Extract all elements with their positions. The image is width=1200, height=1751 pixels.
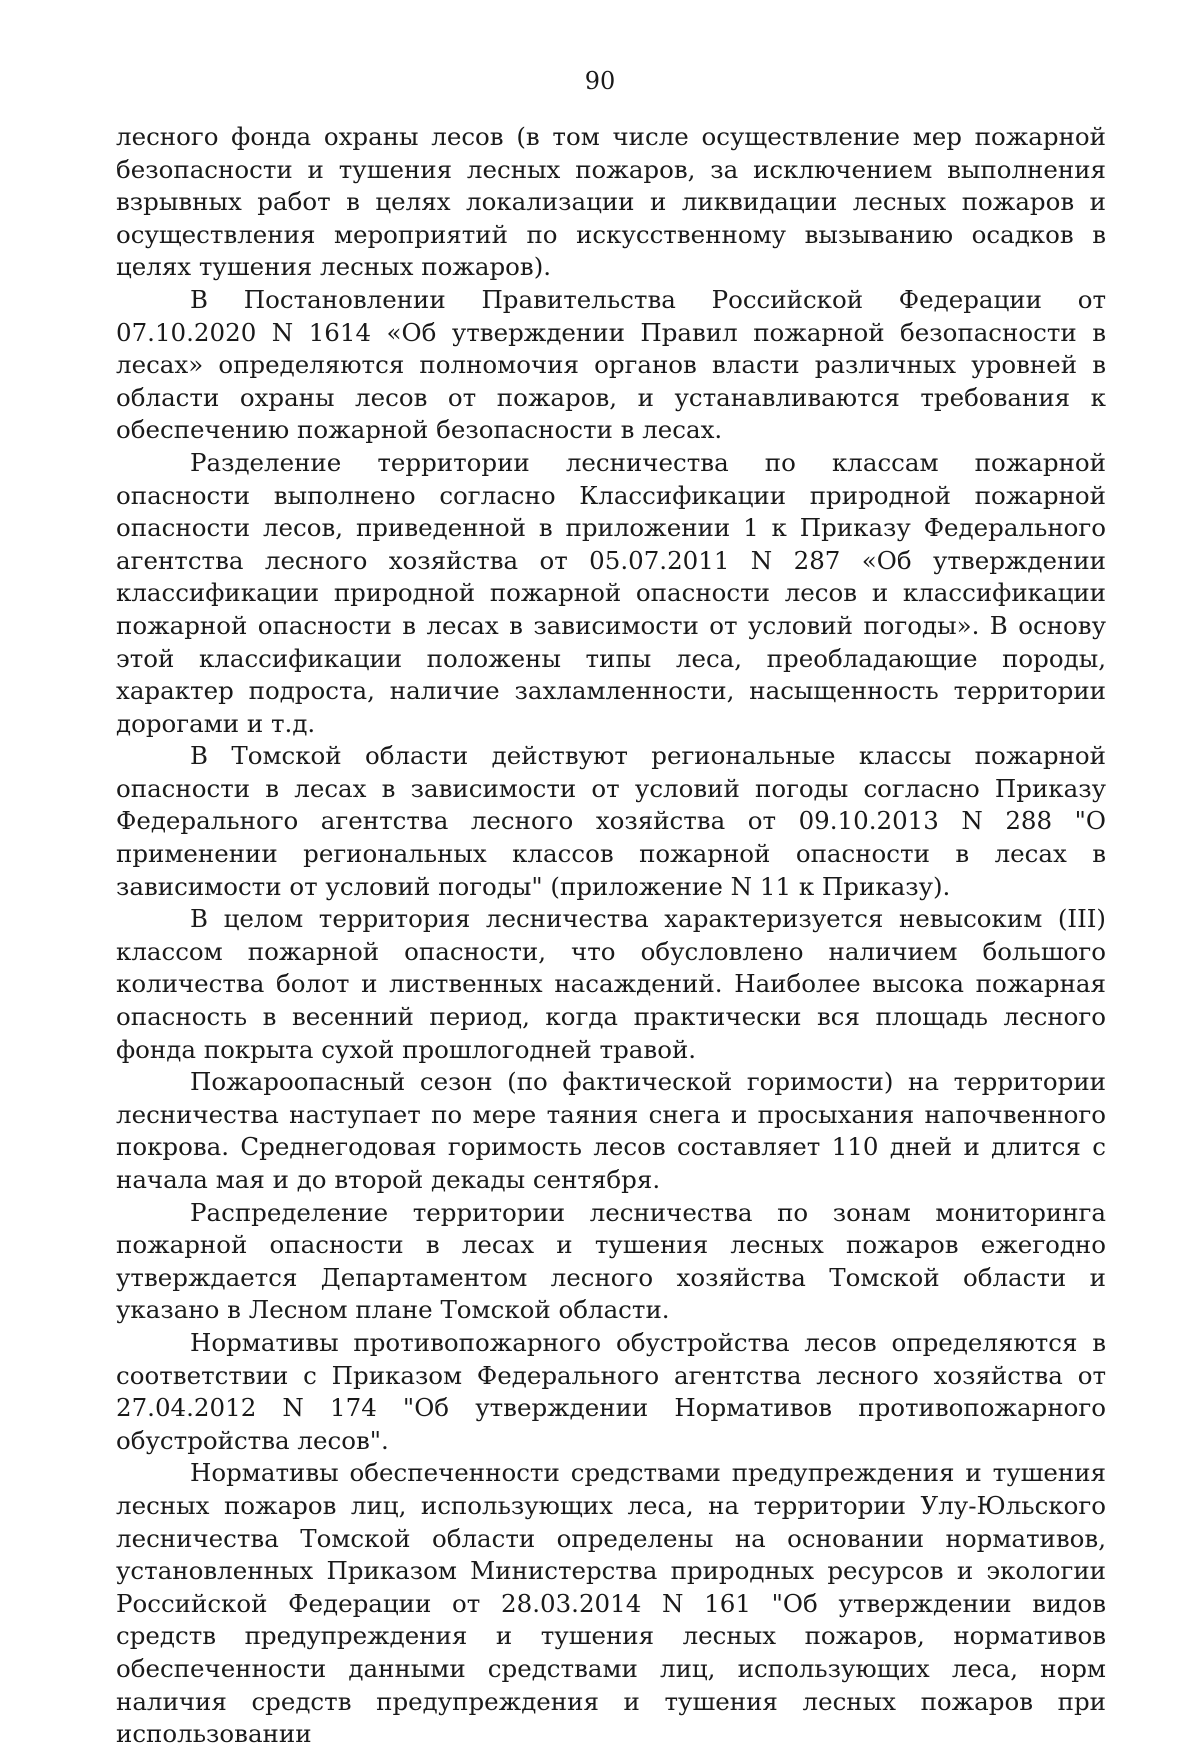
paragraph-monitoring-zones: Распределение территории лесничества по зонам мониторинга пожарной опасности в лесах и тушения лесных пожаров ежегодно утверждается Департаментом лесного хозяйства Томской области и указано в Лесном плане Томской области. — [116, 1197, 1106, 1325]
document-body — [116, 121, 1106, 1751]
paragraph-equipment-norms: Нормативы обеспеченности средствами предупреждения и тушения лесных пожаров лиц, использующих леса, на территории Улу-Юльского лесничества Томской области определены на основании нормативов, установленных Приказом Министерства природных ресурсов и экологии Российской Федерации от 28.03.2014 N 161 "Об утверждении видов средств предупреждения и тушения лесных пожаров, нормативов обеспеченности данными средствами лиц, использующих леса, норм наличия средств предупреждения и тушения лесных пожаров при использовании — [116, 1458, 1106, 1749]
paragraph-continuation: лесного фонда охраны лесов (в том числе осуществление мер пожарной безопасности и тушения лесных пожаров, за исключением выполнения взрывных работ в целях локализации и ликвидации лесных пожаров и осуществления мероприятий по искусственному вызыванию осадков в целях тушения лесных пожаров). — [116, 122, 1106, 282]
paragraph-regional-classes: В Томской области действуют региональные классы пожарной опасности в лесах в зависимости от условий погоды согласно Приказу Федерального агентства лесного хозяйства от 09.10.2013 N 288 "О применении региональных классов пожарной опасности в лесах в зависимости от условий погоды" (приложение N 11 к Приказу). — [116, 741, 1106, 901]
paragraph-fire-season: Пожароопасный сезон (по фактической горимости) на территории лесничества наступает по мере таяния снега и просыхания напочвенного покрова. Среднегодовая горимость лесов составляет 110 дней и длится с начала мая и до второй декады сентября. — [116, 1067, 1106, 1194]
page-number: 90 — [584, 67, 616, 95]
paragraph-fire-safety-rules: В Постановлении Правительства Российской Федерации от 07.10.2020 N 1614 «Об утверждении Правил пожарной безопасности в лесах» определяются полномочия органов власти различных уровней в области охраны лесов от пожаров, и устанавливаются требования к обеспечению пожарной безопасности в лесах. — [116, 284, 1106, 445]
paragraph-fire-danger-classes: Разделение территории лесничества по классам пожарной опасности выполнено согласно Классификации природной пожарной опасности лесов, приведенной в приложении 1 к Приказу Федерального агентства лесного хозяйства от 05.07.2011 N 287 «Об утверждении классификации природной пожарной опасности лесов и классификации пожарной опасности в лесах в зависимости от условий погоды». В основу этой классификации положены типы леса, преобладающие породы, характер подроста, наличие захламленности, насыщенность территории дорогами и т.д. — [116, 447, 1106, 738]
paragraph-fire-prevention-norms: Нормативы противопожарного обустройства лесов определяются в соответствии с Приказом Федерального агентства лесного хозяйства от 27.04.2012 N 174 "Об утверждении Нормативов противопожарного обустройства лесов". — [116, 1327, 1106, 1455]
paragraph-territory-characteristics: В целом территория лесничества характеризуется невысоким (III) классом пожарной опасности, что обусловлено наличием большого количества болот и лиственных насаждений. Наиболее высока пожарная опасность в весенний период, когда практически вся площадь лесного фонда покрыта сухой прошлогодней травой. — [116, 904, 1106, 1064]
